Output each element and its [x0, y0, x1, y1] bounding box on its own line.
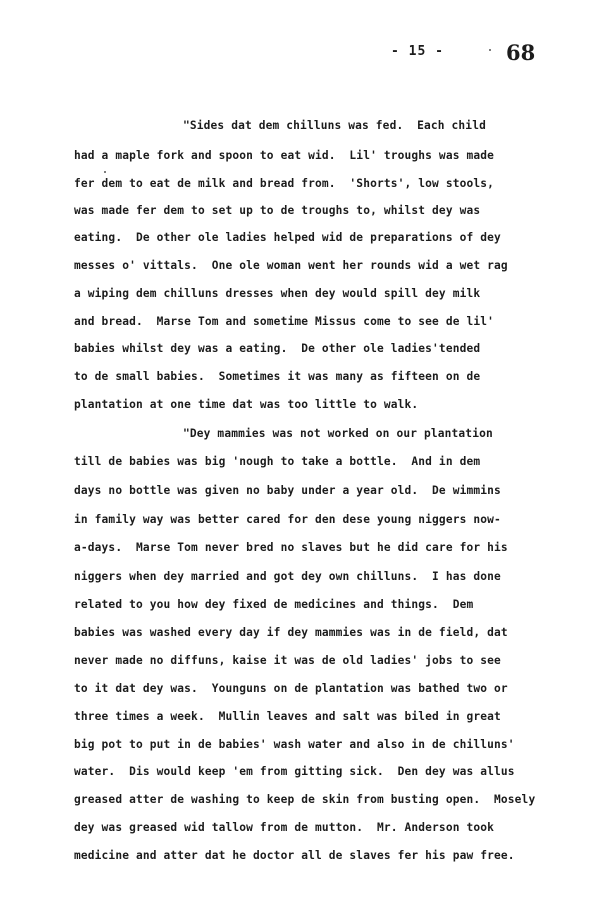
text-line: messes o' vittals. One ole woman went her rounds wid a wet rag — [74, 259, 508, 272]
text-line: big pot to put in de babies' wash water and also in de chilluns' — [74, 738, 515, 751]
scan-speck — [104, 171, 106, 173]
text-line: plantation at one time dat was too little to walk. — [74, 398, 419, 411]
text-line: related to you how dey fixed de medicines and things. Dem — [74, 598, 474, 611]
text-line: till de babies was big 'nough to take a bottle. And in dem — [74, 455, 481, 468]
text-line: greased atter de washing to keep de skin from busting open. Mosely — [74, 793, 536, 806]
text-line: to it dat dey was. Younguns on de plantation was bathed two or — [74, 682, 508, 695]
text-line: niggers when dey married and got dey own chilluns. I has done — [74, 570, 501, 583]
text-line: never made no diffuns, kaise it was de old ladies' jobs to see — [74, 654, 501, 667]
text-line: "Dey mammies was not worked on our plantation — [183, 427, 493, 440]
text-line: medicine and atter dat he doctor all de slaves fer his paw free. — [74, 849, 515, 862]
text-line: a wiping dem chilluns dresses when dey would spill dey milk — [74, 287, 481, 300]
text-line: eating. De other ole ladies helped wid de preparations of dey — [74, 231, 501, 244]
text-line: dey was greased wid tallow from de mutton. Mr. Anderson took — [74, 821, 495, 834]
scan-speck — [489, 49, 491, 51]
text-line: had a maple fork and spoon to eat wid. Lil' troughs was made — [74, 149, 495, 162]
text-line: three times a week. Mullin leaves and salt was biled in great — [74, 710, 501, 723]
folio-number: 68 — [506, 40, 536, 65]
text-line: was made fer dem to set up to de troughs to, whilst dey was — [74, 204, 481, 217]
text-line: "Sides dat dem chilluns was fed. Each child — [183, 119, 486, 132]
text-line: babies whilst dey was a eating. De other ole ladies'tended — [74, 342, 481, 355]
text-line: babies was washed every day if dey mammies was in de field, dat — [74, 626, 508, 639]
text-line: days no bottle was given no baby under a year old. De wimmins — [74, 484, 501, 497]
text-line: a-days. Marse Tom never bred no slaves but he did care for his — [74, 541, 508, 554]
text-line: in family way was better cared for den dese young niggers now- — [74, 513, 501, 526]
text-line: to de small babies. Sometimes it was many as fifteen on de — [74, 370, 481, 383]
text-line: fer dem to eat de milk and bread from. 'Shorts', low stools, — [74, 177, 495, 190]
text-line: and bread. Marse Tom and sometime Missus come to see de lil' — [74, 315, 495, 328]
page-number: - 15 - — [391, 44, 444, 59]
text-line: water. Dis would keep 'em from gitting sick. Den dey was allus — [74, 765, 515, 778]
